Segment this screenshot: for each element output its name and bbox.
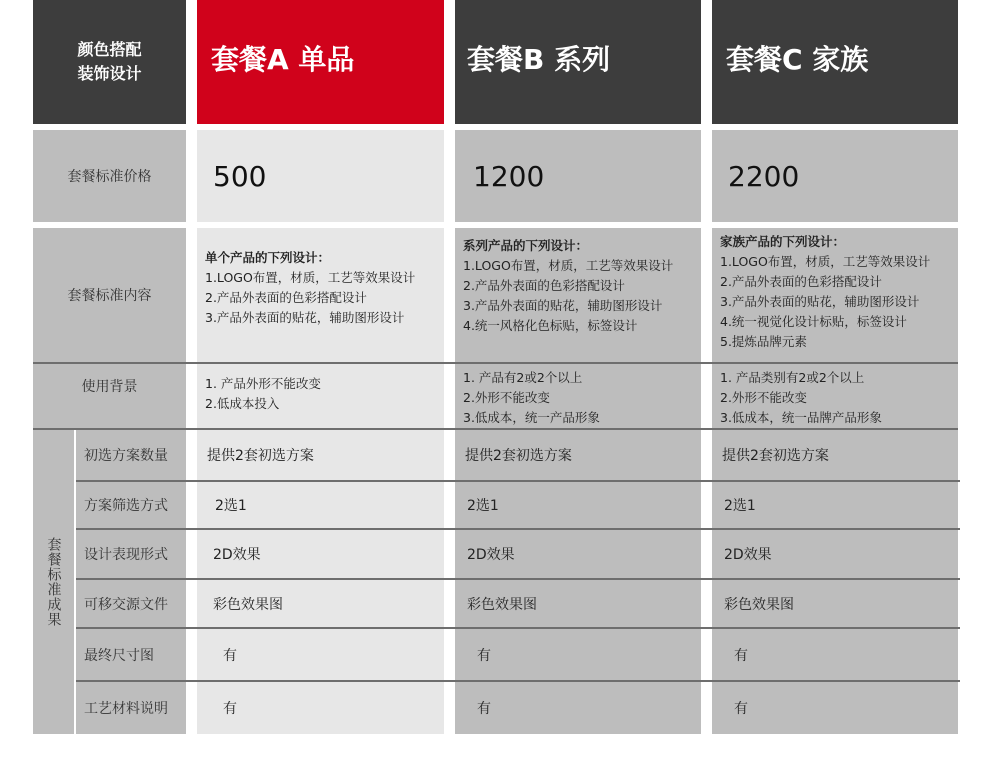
result-row-label-text: 可移交源文件 xyxy=(84,596,168,613)
result-row-b xyxy=(455,430,701,480)
background-label-text: 使用背景 xyxy=(81,379,138,395)
result-row-a xyxy=(197,629,444,680)
price-a xyxy=(197,130,444,222)
result-row-a-text: 提供2套初选方案 xyxy=(207,448,314,464)
result-row-b-text: 有 xyxy=(477,647,491,664)
result-row-c-text: 有 xyxy=(734,647,748,664)
background-c-item: 1. 产品类别有2或2个以上 xyxy=(720,370,865,385)
content-b xyxy=(455,228,701,362)
price-c xyxy=(712,130,958,222)
result-row-c xyxy=(712,530,958,578)
content-b-title: 系列产品的下列设计： xyxy=(463,238,589,253)
plan-a-header xyxy=(197,0,444,124)
header-label-line1: 颜色搭配 xyxy=(77,40,142,59)
result-row-label-text: 初选方案数量 xyxy=(84,448,168,464)
result-row-b xyxy=(455,682,701,734)
separator-line xyxy=(76,480,960,482)
content-b-item: 1.LOGO布置，材质，工艺等效果设计 xyxy=(463,258,674,273)
result-row-a-text: 有 xyxy=(223,647,237,664)
result-row-label-text: 设计表现形式 xyxy=(84,547,168,563)
background-b-item: 1. 产品有2或2个以上 xyxy=(463,370,583,385)
background-c-item: 3.低成本，统一品牌产品形象 xyxy=(720,410,882,425)
separator-line xyxy=(33,362,958,364)
result-row-c xyxy=(712,682,958,734)
separator-line xyxy=(33,428,958,430)
result-row-b-text: 有 xyxy=(477,701,491,717)
background-b xyxy=(455,364,701,428)
header-label-cell xyxy=(33,0,186,124)
background-a-item: 1. 产品外形不能改变 xyxy=(205,376,321,391)
result-row-label-text: 方案筛选方式 xyxy=(84,498,168,514)
content-a-item: 3.产品外表面的贴花，辅助图形设计 xyxy=(205,310,405,325)
result-row-c-text: 2选1 xyxy=(724,498,756,514)
result-row-label xyxy=(76,682,186,734)
result-row-label xyxy=(76,530,186,578)
separator-line xyxy=(76,627,960,629)
content-c-item: 5.提炼品牌元素 xyxy=(720,334,807,349)
background-b-item: 3.低成本，统一产品形象 xyxy=(463,410,600,425)
result-row-c-text: 2D效果 xyxy=(724,547,772,563)
result-row-c-text: 提供2套初选方案 xyxy=(722,448,829,464)
separator-line xyxy=(76,680,960,682)
price-label xyxy=(33,130,186,222)
result-group-label xyxy=(33,430,74,734)
result-row-b-text: 彩色效果图 xyxy=(467,596,537,613)
plan-c-title: 套餐C 家族 xyxy=(726,43,869,76)
result-row-a-text: 2D效果 xyxy=(213,547,261,563)
separator-line xyxy=(76,528,960,530)
result-row-c-text: 有 xyxy=(734,701,748,717)
background-a xyxy=(197,364,444,428)
header-label-line2: 装饰设计 xyxy=(77,64,142,83)
result-row-a xyxy=(197,530,444,578)
background-c xyxy=(712,364,958,428)
background-c-item: 2.外形不能改变 xyxy=(720,390,807,405)
content-b-item: 2.产品外表面的色彩搭配设计 xyxy=(463,278,625,293)
result-row-label-text: 工艺材料说明 xyxy=(84,701,168,717)
background-a-item: 2.低成本投入 xyxy=(205,396,280,411)
result-row-a xyxy=(197,682,444,734)
content-c-title: 家族产品的下列设计： xyxy=(720,234,846,249)
result-row-b-text: 2D效果 xyxy=(467,547,515,563)
content-label-text: 套餐标准内容 xyxy=(67,288,152,304)
result-row-a xyxy=(197,580,444,627)
result-row-a-text: 2选1 xyxy=(215,498,247,514)
result-row-b xyxy=(455,580,701,627)
result-row-c xyxy=(712,482,958,528)
plan-a-title: 套餐A 单品 xyxy=(211,43,355,76)
result-row-c-text: 彩色效果图 xyxy=(724,596,794,613)
result-row-label xyxy=(76,430,186,480)
result-row-b xyxy=(455,629,701,680)
plan-b-header xyxy=(455,0,701,124)
result-row-a-text: 有 xyxy=(223,701,237,717)
result-row-b-text: 提供2套初选方案 xyxy=(465,448,572,464)
content-c-item: 4.统一视觉化设计标贴，标签设计 xyxy=(720,314,907,329)
result-row-c xyxy=(712,430,958,480)
content-c-item: 1.LOGO布置，材质，工艺等效果设计 xyxy=(720,254,931,269)
content-b-item: 4.统一风格化色标贴，标签设计 xyxy=(463,318,638,333)
result-row-c xyxy=(712,629,958,680)
background-label xyxy=(33,364,186,428)
plan-b-title: 套餐B 系列 xyxy=(467,43,611,76)
content-label xyxy=(33,228,186,362)
result-row-label-text: 最终尺寸图 xyxy=(84,647,154,664)
plan-c-header xyxy=(712,0,958,124)
result-row-b xyxy=(455,482,701,528)
content-a-item: 2.产品外表面的色彩搭配设计 xyxy=(205,290,367,305)
price-a-value: 500 xyxy=(213,159,267,193)
background-b-item: 2.外形不能改变 xyxy=(463,390,550,405)
content-a xyxy=(197,228,444,362)
content-a-title: 单个产品的下列设计： xyxy=(205,250,331,265)
content-b-item: 3.产品外表面的贴花，辅助图形设计 xyxy=(463,298,663,313)
content-c xyxy=(712,228,958,362)
result-row-a xyxy=(197,482,444,528)
price-b-value: 1200 xyxy=(473,159,545,193)
content-c-item: 3.产品外表面的贴花，辅助图形设计 xyxy=(720,294,920,309)
result-row-label xyxy=(76,629,186,680)
result-row-a-text: 彩色效果图 xyxy=(213,596,283,613)
price-c-value: 2200 xyxy=(728,159,800,193)
price-label-text: 套餐标准价格 xyxy=(67,169,152,185)
result-group-label-text: 套餐标准成果 xyxy=(45,537,62,627)
result-row-b xyxy=(455,530,701,578)
content-a-item: 1.LOGO布置，材质，工艺等效果设计 xyxy=(205,270,416,285)
result-row-a xyxy=(197,430,444,480)
separator-line xyxy=(76,578,960,580)
result-row-label xyxy=(76,580,186,627)
result-row-b-text: 2选1 xyxy=(467,498,499,514)
result-row-label xyxy=(76,482,186,528)
content-c-item: 2.产品外表面的色彩搭配设计 xyxy=(720,274,882,289)
price-b xyxy=(455,130,701,222)
result-row-c xyxy=(712,580,958,627)
